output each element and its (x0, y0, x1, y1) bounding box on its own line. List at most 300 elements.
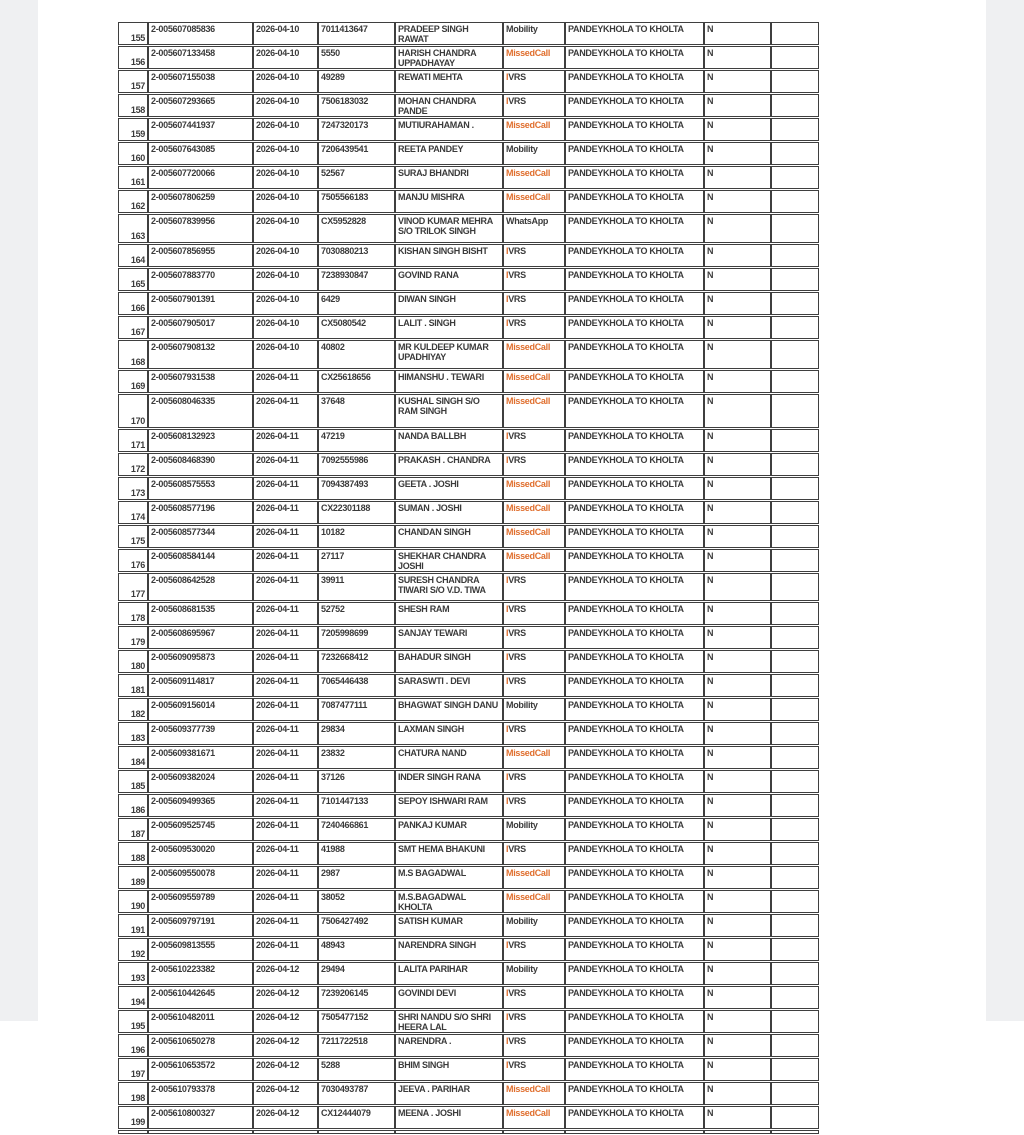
cell-date: 2026-04-12 (253, 1058, 318, 1081)
cell-phone: 39911 (318, 573, 395, 601)
cell-name: SANJAY TEWARI (395, 626, 503, 649)
cell-row-no: 194 (118, 986, 148, 1009)
cell-row-no: 168 (118, 340, 148, 369)
cell-blank (771, 674, 819, 697)
cell-blank (771, 722, 819, 745)
table-row (118, 794, 819, 817)
cell-date: 2026-04-10 (253, 268, 318, 291)
table-row (118, 938, 819, 961)
cell-route: PANDEYKHOLA TO KHOLTA (565, 938, 704, 961)
cell-route: PANDEYKHOLA TO KHOLTA (565, 698, 704, 721)
cell-id: 2-005610793378 (148, 1082, 253, 1105)
cell-blank (771, 142, 819, 165)
cell-row-no: 182 (118, 698, 148, 721)
cell-type: MissedCall (503, 890, 565, 913)
cell-phone: 48943 (318, 938, 395, 961)
cell-phone: 29834 (318, 722, 395, 745)
cell-phone: 5288 (318, 1058, 395, 1081)
cell-blank (771, 166, 819, 189)
cell-id: 2-005607720066 (148, 166, 253, 189)
cell-phone: 7101447133 (318, 794, 395, 817)
cell-id: 2-005609381671 (148, 746, 253, 769)
cell-phone: 6429 (318, 292, 395, 315)
cell-flag: N (704, 453, 771, 476)
cell-flag: N (704, 268, 771, 291)
cell-name: SARASWTI . DEVI (395, 674, 503, 697)
cell-row-no: 190 (118, 890, 148, 913)
cell-phone: 7205998699 (318, 626, 395, 649)
cell-type: MissedCall (503, 746, 565, 769)
cell-row-no: 187 (118, 818, 148, 841)
cell-blank (771, 602, 819, 625)
cell-row-no: 186 (118, 794, 148, 817)
cell-flag: N (704, 650, 771, 673)
cell-id: 2-005609813555 (148, 938, 253, 961)
cell-phone: 7505566183 (318, 190, 395, 213)
cell-phone: 7506427492 (318, 914, 395, 937)
cell-id: 2-005607293665 (148, 94, 253, 117)
cell-blank (771, 842, 819, 865)
cell-name: VINOD KUMAR MEHRA S/O TRILOK SINGH (395, 214, 503, 243)
table-row (118, 244, 819, 267)
cell-route: PANDEYKHOLA TO KHOLTA (565, 1034, 704, 1057)
cell-id: 2-005609377739 (148, 722, 253, 745)
cell-id: 2-005607856955 (148, 244, 253, 267)
cell-date: 2026-04-11 (253, 453, 318, 476)
cell-row-no: 196 (118, 1034, 148, 1057)
cell-id: 2-005608695967 (148, 626, 253, 649)
cell-flag: N (704, 962, 771, 985)
cell-row-no: 198 (118, 1082, 148, 1105)
cell-blank (771, 316, 819, 339)
cell-blank (771, 890, 819, 913)
cell-name: SMT HEMA BHAKUNI (395, 842, 503, 865)
cell-date: 2026-04-11 (253, 650, 318, 673)
cell-name: PRADEEP SINGH RAWAT (395, 22, 503, 45)
cell-route: PANDEYKHOLA TO KHOLTA (565, 190, 704, 213)
cell-row-no: 160 (118, 142, 148, 165)
cell-name: M.S BAGADWAL (395, 866, 503, 889)
cell-type: IVRS (503, 674, 565, 697)
cell-name: SURESH CHANDRA TIWARI S/O V.D. TIWA (395, 573, 503, 601)
cell-flag: N (704, 118, 771, 141)
table-row (118, 316, 819, 339)
cell-route: PANDEYKHOLA TO KHOLTA (565, 1082, 704, 1105)
cell-row-no: 169 (118, 370, 148, 393)
cell-phone: CX5080542 (318, 316, 395, 339)
cell-route: PANDEYKHOLA TO KHOLTA (565, 549, 704, 572)
cell-phone: CX22301188 (318, 501, 395, 524)
cell-route: PANDEYKHOLA TO KHOLTA (565, 722, 704, 745)
table-row-partial (118, 1130, 819, 1134)
cell-type: Mobility (503, 914, 565, 937)
cell-phone: CX5952828 (318, 214, 395, 243)
cell-name: NANDA BALLBH (395, 429, 503, 452)
cell-date: 2026-04-10 (253, 190, 318, 213)
cell-name: GOVIND RANA (395, 268, 503, 291)
cell-type: MissedCall (503, 394, 565, 428)
cell-route: PANDEYKHOLA TO KHOLTA (565, 818, 704, 841)
cell-id: 2-005610482011 (148, 1010, 253, 1033)
table-row (118, 268, 819, 291)
cell-id: 2-005607883770 (148, 268, 253, 291)
cell-route: PANDEYKHOLA TO KHOLTA (565, 674, 704, 697)
cell-route: PANDEYKHOLA TO KHOLTA (565, 525, 704, 548)
cell-type: IVRS (503, 316, 565, 339)
table-row (118, 501, 819, 524)
cell-blank (771, 1058, 819, 1081)
cell-id: 2-005607155038 (148, 70, 253, 93)
cell-flag: N (704, 22, 771, 45)
cell-row-no: 174 (118, 501, 148, 524)
cell-flag: N (704, 501, 771, 524)
cell-row-no: 173 (118, 477, 148, 500)
cell-row-no: 164 (118, 244, 148, 267)
cell-blank (771, 214, 819, 243)
cell-date: 2026-04-11 (253, 674, 318, 697)
table-row (118, 477, 819, 500)
cell-phone: 49289 (318, 70, 395, 93)
cell-route: PANDEYKHOLA TO KHOLTA (565, 142, 704, 165)
cell-blank (771, 986, 819, 1009)
cell-blank (771, 118, 819, 141)
cell-id: 2-005607441937 (148, 118, 253, 141)
table-row (118, 22, 819, 45)
cell-row-no: 180 (118, 650, 148, 673)
cell-route: PANDEYKHOLA TO KHOLTA (565, 794, 704, 817)
cell-flag: N (704, 244, 771, 267)
cell-id: 2-005610650278 (148, 1034, 253, 1057)
cell-name: INDER SINGH RANA (395, 770, 503, 793)
cell-phone: 2987 (318, 866, 395, 889)
cell-row-no: 181 (118, 674, 148, 697)
cell-type: MissedCall (503, 340, 565, 369)
cell-blank (771, 1106, 819, 1129)
cell-date: 2026-04-11 (253, 914, 318, 937)
cell-type: MissedCall (503, 370, 565, 393)
cell-id: 2-005607905017 (148, 316, 253, 339)
cell-phone: 7211722518 (318, 1034, 395, 1057)
cell-name: REETA PANDEY (395, 142, 503, 165)
cell-type: IVRS (503, 244, 565, 267)
cell-phone: CX12444079 (318, 1106, 395, 1129)
cell-type: Mobility (503, 142, 565, 165)
cell-date: 2026-04-11 (253, 890, 318, 913)
table-row (118, 453, 819, 476)
cell-route: PANDEYKHOLA TO KHOLTA (565, 866, 704, 889)
cell-phone: CX25618656 (318, 370, 395, 393)
cell-name: MUTIURAHAMAN . (395, 118, 503, 141)
cell-blank (771, 914, 819, 937)
cell-date: 2026-04-10 (253, 22, 318, 45)
cell-id: 2-005608575553 (148, 477, 253, 500)
cell-flag: N (704, 46, 771, 69)
cell-blank (771, 370, 819, 393)
cell-row-no: 172 (118, 453, 148, 476)
cell-id: 2-005609095873 (148, 650, 253, 673)
cell-route: PANDEYKHOLA TO KHOLTA (565, 118, 704, 141)
table-body (118, 22, 819, 1134)
cell-id: 2-005609559789 (148, 890, 253, 913)
cell-row-no: 175 (118, 525, 148, 548)
cell-id: 2-005609550078 (148, 866, 253, 889)
table-row (118, 118, 819, 141)
cell-type: MissedCall (503, 1106, 565, 1129)
cell-date: 2026-04-11 (253, 938, 318, 961)
cell-blank (771, 190, 819, 213)
cell-flag: N (704, 1010, 771, 1033)
cell-route: PANDEYKHOLA TO KHOLTA (565, 842, 704, 865)
cell-flag: N (704, 914, 771, 937)
cell-route: PANDEYKHOLA TO KHOLTA (565, 94, 704, 117)
cell-route: PANDEYKHOLA TO KHOLTA (565, 22, 704, 45)
cell-flag: N (704, 1034, 771, 1057)
table-row (118, 340, 819, 369)
cell-name: JEEVA . PARIHAR (395, 1082, 503, 1105)
cell-row-no: 179 (118, 626, 148, 649)
cell-route: PANDEYKHOLA TO KHOLTA (565, 746, 704, 769)
cell-route: PANDEYKHOLA TO KHOLTA (565, 914, 704, 937)
cell-row-no: 188 (118, 842, 148, 865)
cell-blank (771, 1010, 819, 1033)
cell-name: LALIT . SINGH (395, 316, 503, 339)
cell-route (565, 1130, 704, 1134)
table-row (118, 602, 819, 625)
cell-flag: N (704, 214, 771, 243)
cell-row-no: 162 (118, 190, 148, 213)
cell-phone: 7030880213 (318, 244, 395, 267)
cell-flag (704, 1130, 771, 1134)
cell-row-no: 171 (118, 429, 148, 452)
cell-type: IVRS (503, 429, 565, 452)
cell-name: SHRI NANDU S/O SHRI HEERA LAL (395, 1010, 503, 1033)
cell-date: 2026-04-11 (253, 698, 318, 721)
cell-id: 2-005610653572 (148, 1058, 253, 1081)
cell-type: MissedCall (503, 1082, 565, 1105)
cell-row-no: 156 (118, 46, 148, 69)
cell-row-no: 161 (118, 166, 148, 189)
cell-blank (771, 626, 819, 649)
cell-phone: 7087477111 (318, 698, 395, 721)
table-row (118, 394, 819, 428)
cell-date: 2026-04-11 (253, 818, 318, 841)
cell-row-no: 191 (118, 914, 148, 937)
cell-type: MissedCall (503, 501, 565, 524)
cell-id: 2-005607931538 (148, 370, 253, 393)
cell-flag: N (704, 166, 771, 189)
cell-id: 2-005608132923 (148, 429, 253, 452)
cell-id: 2-005608468390 (148, 453, 253, 476)
cell-route: PANDEYKHOLA TO KHOLTA (565, 573, 704, 601)
cell-blank (771, 453, 819, 476)
cell-phone: 7240466861 (318, 818, 395, 841)
cell-phone: 52752 (318, 602, 395, 625)
cell-name: LAXMAN SINGH (395, 722, 503, 745)
cell-name: GEETA . JOSHI (395, 477, 503, 500)
cell-row-no: 170 (118, 394, 148, 428)
table-row (118, 1058, 819, 1081)
table-row (118, 722, 819, 745)
cell-id: 2-005608642528 (148, 573, 253, 601)
cell-phone: 7239206145 (318, 986, 395, 1009)
cell-name: MOHAN CHANDRA PANDE (395, 94, 503, 117)
cell-row-no: 193 (118, 962, 148, 985)
cell-date: 2026-04-12 (253, 986, 318, 1009)
cell-name: PANKAJ KUMAR (395, 818, 503, 841)
cell-route: PANDEYKHOLA TO KHOLTA (565, 890, 704, 913)
cell-blank (771, 1130, 819, 1134)
cell-name: BHAGWAT SINGH DANU (395, 698, 503, 721)
table-row (118, 1106, 819, 1129)
cell-row-no: 157 (118, 70, 148, 93)
cell-row-no: 185 (118, 770, 148, 793)
cell-route: PANDEYKHOLA TO KHOLTA (565, 268, 704, 291)
cell-blank (771, 340, 819, 369)
table-row (118, 626, 819, 649)
cell-row-no: 195 (118, 1010, 148, 1033)
cell-id: 2-005609499365 (148, 794, 253, 817)
cell-route: PANDEYKHOLA TO KHOLTA (565, 1058, 704, 1081)
cell-name: SATISH KUMAR (395, 914, 503, 937)
cell-type: IVRS (503, 626, 565, 649)
cell-id: 2-005608577196 (148, 501, 253, 524)
cell-id: 2-005607133458 (148, 46, 253, 69)
cell-phone: 40802 (318, 340, 395, 369)
cell-phone: 37126 (318, 770, 395, 793)
cell-route: PANDEYKHOLA TO KHOLTA (565, 214, 704, 243)
cell-name: SEPOY ISHWARI RAM (395, 794, 503, 817)
cell-row-no: 189 (118, 866, 148, 889)
cell-name: KISHAN SINGH BISHT (395, 244, 503, 267)
cell-date: 2026-04-12 (253, 1010, 318, 1033)
table-row (118, 674, 819, 697)
cell-name: REWATI MEHTA (395, 70, 503, 93)
data-table (118, 21, 819, 1135)
cell-type: MissedCall (503, 477, 565, 500)
cell-name: HIMANSHU . TEWARI (395, 370, 503, 393)
cell-phone: 7011413647 (318, 22, 395, 45)
cell-route: PANDEYKHOLA TO KHOLTA (565, 626, 704, 649)
cell-id: 2-005607806259 (148, 190, 253, 213)
cell-date: 2026-04-11 (253, 573, 318, 601)
cell-date: 2026-04-10 (253, 118, 318, 141)
cell-type: MissedCall (503, 525, 565, 548)
cell-flag: N (704, 316, 771, 339)
cell-date: 2026-04-10 (253, 214, 318, 243)
cell-flag: N (704, 602, 771, 625)
cell-type: MissedCall (503, 866, 565, 889)
cell-blank (771, 22, 819, 45)
table-row (118, 698, 819, 721)
table-row (118, 190, 819, 213)
cell-blank (771, 1034, 819, 1057)
cell-date: 2026-04-12 (253, 962, 318, 985)
cell-id: 2-005609797191 (148, 914, 253, 937)
cell-type: MissedCall (503, 166, 565, 189)
cell-phone: 7247320173 (318, 118, 395, 141)
cell-route: PANDEYKHOLA TO KHOLTA (565, 962, 704, 985)
cell-flag: N (704, 794, 771, 817)
cell-date: 2026-04-11 (253, 842, 318, 865)
cell-name: PRAKASH . CHANDRA (395, 453, 503, 476)
cell-route: PANDEYKHOLA TO KHOLTA (565, 1106, 704, 1129)
cell-id: 2-005609156014 (148, 698, 253, 721)
cell-date: 2026-04-11 (253, 626, 318, 649)
table-row (118, 46, 819, 69)
cell-route: PANDEYKHOLA TO KHOLTA (565, 292, 704, 315)
cell-date: 2026-04-10 (253, 70, 318, 93)
cell-row-no: 158 (118, 94, 148, 117)
cell-blank (771, 746, 819, 769)
cell-row-no: 184 (118, 746, 148, 769)
cell-id: 2-005609525745 (148, 818, 253, 841)
cell-id: 2-005608584144 (148, 549, 253, 572)
cell-phone (318, 1130, 395, 1134)
cell-blank (771, 525, 819, 548)
cell-phone: 7092555986 (318, 453, 395, 476)
cell-date: 2026-04-12 (253, 1034, 318, 1057)
cell-type: IVRS (503, 268, 565, 291)
cell-blank (771, 1082, 819, 1105)
cell-blank (771, 46, 819, 69)
cell-name: CHANDAN SINGH (395, 525, 503, 548)
cell-id: 2-005610223382 (148, 962, 253, 985)
cell-phone: 27117 (318, 549, 395, 572)
table-row (118, 818, 819, 841)
table-row (118, 573, 819, 601)
cell-blank (771, 501, 819, 524)
cell-route: PANDEYKHOLA TO KHOLTA (565, 650, 704, 673)
cell-route: PANDEYKHOLA TO KHOLTA (565, 429, 704, 452)
cell-row-no: 197 (118, 1058, 148, 1081)
cell-flag: N (704, 626, 771, 649)
cell-type: MissedCall (503, 549, 565, 572)
cell-name: SHEKHAR CHANDRA JOSHI (395, 549, 503, 572)
cell-id: 2-005607839956 (148, 214, 253, 243)
cell-name: NARENDRA SINGH (395, 938, 503, 961)
cell-type: IVRS (503, 602, 565, 625)
cell-date: 2026-04-10 (253, 316, 318, 339)
table-row (118, 525, 819, 548)
table-row (118, 166, 819, 189)
cell-route: PANDEYKHOLA TO KHOLTA (565, 244, 704, 267)
cell-blank (771, 244, 819, 267)
cell-name: BHIM SINGH (395, 1058, 503, 1081)
table-row (118, 370, 819, 393)
cell-phone: 23832 (318, 746, 395, 769)
cell-name: DIWAN SINGH (395, 292, 503, 315)
cell-type: IVRS (503, 1034, 565, 1057)
cell-route: PANDEYKHOLA TO KHOLTA (565, 370, 704, 393)
cell-id: 2-005607901391 (148, 292, 253, 315)
cell-blank (771, 938, 819, 961)
cell-type: IVRS (503, 842, 565, 865)
cell-phone: 5550 (318, 46, 395, 69)
cell-date: 2026-04-11 (253, 501, 318, 524)
cell-row-no: 163 (118, 214, 148, 243)
cell-row-no: 178 (118, 602, 148, 625)
cell-phone: 7030493787 (318, 1082, 395, 1105)
cell-type: MissedCall (503, 190, 565, 213)
cell-date: 2026-04-12 (253, 1106, 318, 1129)
cell-name: NARENDRA . (395, 1034, 503, 1057)
cell-row-no: 155 (118, 22, 148, 45)
cell-type: IVRS (503, 70, 565, 93)
cell-type: IVRS (503, 986, 565, 1009)
cell-blank (771, 549, 819, 572)
cell-date: 2026-04-10 (253, 340, 318, 369)
cell-route: PANDEYKHOLA TO KHOLTA (565, 316, 704, 339)
